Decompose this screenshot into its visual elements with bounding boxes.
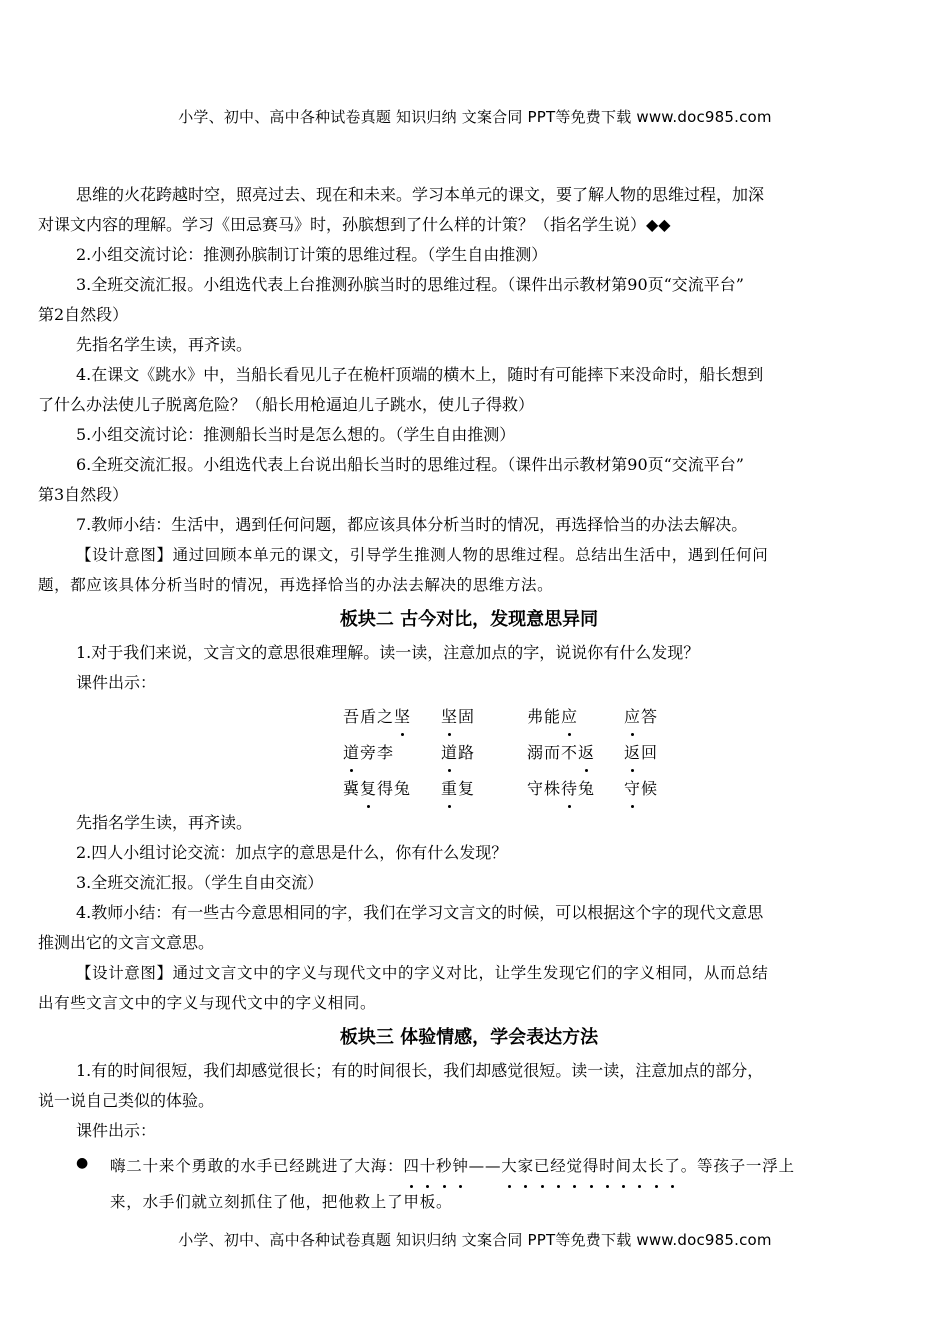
paragraph-s2-item-1: 1.对于我们来说，文言文的意思很难理解。读一读，注意加点的字，说说你有什么发现？ (76, 643, 700, 662)
header-banner: 小学、初中、高中各种试卷真题 知识归纳 文案合同 PPT等免费下载 www.doc985.com (178, 108, 772, 126)
paragraph-item-3-1: 3.全班交流汇报。小组选代表上台推测孙膑当时的思维过程。（课件出示教材第90页“交流平台” (76, 275, 744, 294)
dotted-char: 秒 (436, 1148, 452, 1184)
word-cell: 溺而不返 (527, 738, 624, 768)
paragraph-s2-item-4-1: 4.教师小结：有一些古今意思相同的字，我们在学习文言文的时候，可以根据这个字的现代文意思 (76, 903, 764, 922)
section-title-2: 板块二 古今对比，发现意思异同 (339, 609, 599, 630)
paragraph-intro-2: 对课文内容的理解。学习《田忌赛马》时，孙膑想到了什么样的计策？（指名学生说）◆◆ (38, 215, 671, 234)
dotted-char: 长 (648, 1148, 664, 1184)
dotted-char: 复 (360, 774, 377, 804)
word-cell: 道路 (441, 738, 527, 768)
word-cell: 吾盾之坚 (343, 702, 441, 732)
quote-dotted-phrase (403, 1157, 680, 1175)
dotted-char: 守 (624, 774, 641, 804)
paragraph-item-6-2: 第3自然段） (38, 485, 129, 504)
dotted-char: 重 (441, 774, 458, 804)
quote-text-post: 。等孩子一浮上 (680, 1157, 795, 1175)
dotted-char: 得 (583, 1148, 599, 1184)
footer-banner: 小学、初中、高中各种试卷真题 知识归纳 文案合同 PPT等免费下载 www.doc985.com (178, 1231, 772, 1249)
paragraph-item-5: 5.小组交流讨论：推测船长当时是怎么想的。（学生自由推测） (76, 425, 516, 444)
dotted-char: 株待兔 (544, 774, 595, 804)
paragraph-item-2: 2.小组交流讨论：推测孙膑制订计策的思维过程。（学生自由推测） (76, 245, 548, 264)
paragraph-s3-courseware: 课件出示： (76, 1121, 157, 1140)
word-cell: 弗能应 (527, 702, 624, 732)
paragraph-item-6-1: 6.全班交流汇报。小组选代表上台说出船长当时的思维过程。（课件出示教材第90页“交流平台” (76, 455, 744, 474)
paragraph-s2-item-3: 3.全班交流汇报。（学生自由交流） (76, 873, 324, 892)
design-intent-2-line1: 【设计意图】通过文言文中的字义与现代文中的字义对比，让学生发现它们的字义相同，从而总结 (76, 964, 769, 982)
dotted-char: 大 (501, 1148, 517, 1184)
word-cell: 坚固 (441, 702, 527, 732)
paragraph-s2-courseware: 课件出示： (76, 673, 157, 692)
paragraph-item-7: 7.教师小结：生活中，遇到任何问题，都应该具体分析当时的情况，再选择恰当的办法去解决。 (76, 515, 748, 534)
dotted-char: 经 (550, 1148, 566, 1184)
dotted-char: 四 (403, 1148, 419, 1184)
dotted-char: 十 (420, 1148, 436, 1184)
dotted-char: — (468, 1157, 485, 1175)
dotted-char: 坚 (394, 702, 411, 732)
word-cell: 道旁李 (343, 738, 441, 768)
design-intent-1-line1: 【设计意图】通过回顾本单元的课文，引导学生推测人物的思维过程。总结出生活中，遇到任何问 (76, 546, 769, 564)
dotted-char: 家 (518, 1148, 534, 1184)
dotted-char: 间 (615, 1148, 631, 1184)
dotted-char: 道 (343, 738, 360, 768)
quote-text-line2: 来，水手们就立刻抓住了他，把他救上了甲板。 (110, 1193, 453, 1211)
dotted-char: 了 (664, 1148, 680, 1184)
document-body (38, 180, 900, 1220)
paragraph-s2-item-2: 2.四人小组讨论交流：加点字的意思是什么，你有什么发现？ (76, 843, 508, 862)
bullet-dot-icon: ● (76, 1155, 89, 1171)
paragraph-s3-item-1-1: 1.有的时间很短，我们却感觉很长；有的时间很长，我们却感觉很短。读一读，注意加点的部分， (76, 1061, 764, 1080)
paragraph-item-3-2: 第2自然段） (38, 305, 129, 324)
word-cell: 返回 (624, 738, 694, 768)
design-intent-1-line2: 题，都应该具体分析当时的情况，再选择恰当的办法去解决的思维方法。 (38, 576, 554, 594)
dotted-char: 应 (561, 702, 578, 732)
design-intent-2-line2: 出有些文言文中的字义与现代文中的字义相同。 (38, 994, 377, 1012)
dotted-char: 道 (441, 738, 458, 768)
paragraph-intro-1: 思维的火花跨越时空，照亮过去、现在和未来。学习本单元的课文，要了解人物的思维过程，加深 (76, 185, 765, 204)
paragraph-read: 先指名学生读，再齐读。 (76, 335, 253, 354)
word-cell: 冀复得兔 (343, 774, 441, 804)
dotted-char: 时 (599, 1148, 615, 1184)
quote-text (110, 1148, 900, 1220)
dotted-char: 觉 (567, 1148, 583, 1184)
paragraph-s2-item-4-2: 推测出它的文言文意思。 (38, 933, 215, 952)
dotted-char: 返 (624, 738, 641, 768)
word-cell: 守株待兔 (527, 774, 624, 804)
dotted-char: 返 (578, 738, 595, 768)
dotted-char: 已 (534, 1148, 550, 1184)
quote-text-pre: 嗨二十来个勇敢的水手已经跳进了大海： (110, 1157, 404, 1175)
dotted-char: 应 (624, 702, 641, 732)
dotted-char: 钟 (452, 1148, 468, 1184)
word-comparison-grid (343, 702, 900, 804)
paragraph-s2-read: 先指名学生读，再齐读。 (76, 813, 253, 832)
section-title-3: 板块三 体验情感，学会表达方法 (339, 1027, 599, 1048)
paragraph-item-4-2: 了什么办法使儿子脱离危险？（船长用枪逼迫儿子跳水，使儿子得救） (38, 395, 535, 414)
dotted-char: 坚 (441, 702, 458, 732)
word-cell: 重复 (441, 774, 527, 804)
paragraph-item-4-1: 4.在课文《跳水》中，当船长看见儿子在桅杆顶端的横木上，随时有可能摔下来没命时，船长想到 (76, 365, 764, 384)
quote-bullet-item (38, 1148, 900, 1220)
word-cell: 守候 (624, 774, 694, 804)
word-cell: 应答 (624, 702, 694, 732)
dotted-char: — (484, 1157, 502, 1175)
dotted-char: 太 (632, 1148, 648, 1184)
paragraph-s3-item-1-2: 说一说自己类似的体验。 (38, 1091, 215, 1110)
